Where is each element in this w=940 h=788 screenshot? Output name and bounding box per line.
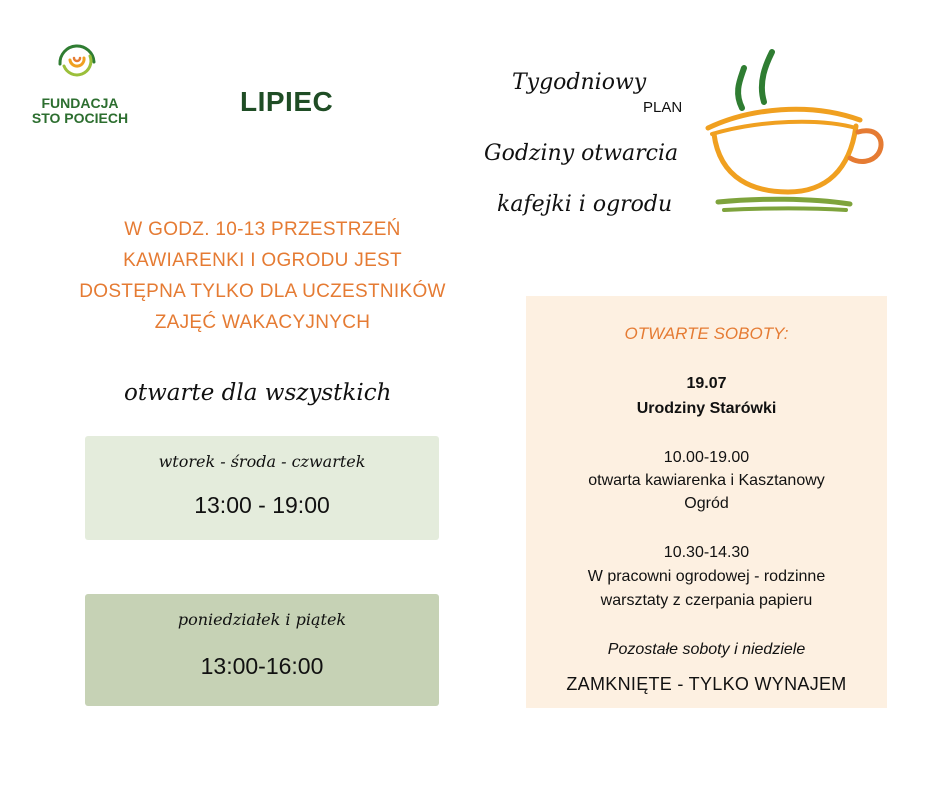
slot2-description: warsztaty z czerpania papieru	[600, 592, 813, 609]
slot2-description: W pracowni ogrodowej - rodzinne	[587, 568, 826, 585]
coffee-cup-icon	[700, 30, 900, 229]
event-name: Urodziny Starówki	[636, 400, 777, 417]
weekly-title: Tygodniowy	[512, 70, 647, 95]
logo-text-line2: STO POCIECH	[31, 110, 129, 126]
open-for-all-heading: otwarte dla wszystkich	[124, 380, 392, 406]
hours-title-line1: Godziny otwarcia	[484, 141, 679, 166]
slot1-description: Ogród	[684, 495, 729, 512]
hours-title-line2: kafejki i ogrodu	[497, 192, 673, 217]
other-weekends-label: Pozostałe soboty i niedziele	[607, 641, 806, 658]
notice-text	[55, 214, 470, 338]
saturdays-heading: OTWARTE SOBOTY:	[624, 324, 789, 343]
notice-line: DOSTĘPNA TYLKO DLA UCZESTNIKÓW	[79, 281, 446, 302]
schedule-days: wtorek - środa - czwartek	[158, 452, 366, 471]
event-date: 19.07	[686, 375, 727, 392]
notice-line: W GODZ. 10-13 PRZESTRZEŃ	[124, 219, 401, 240]
notice-line: KAWIARENKI I OGRODU JEST	[123, 250, 402, 271]
foundation-logo-icon	[50, 34, 106, 88]
schedule-days: poniedziałek i piątek	[177, 610, 347, 629]
slot2-time: 10.30-14.30	[663, 544, 750, 561]
notice-line: ZAJĘĆ WAKACYJNYCH	[154, 312, 371, 333]
schedule-hours: 13:00 - 19:00	[194, 492, 330, 518]
month-title: LIPIEC	[240, 86, 334, 117]
schedule-box-mon-fri	[85, 594, 439, 706]
logo-text-line1: FUNDACJA	[41, 95, 119, 111]
slot1-time: 10.00-19.00	[663, 449, 750, 466]
schedule-box-weekdays	[85, 436, 439, 540]
slot1-description: otwarta kawiarenka i Kasztanowy	[588, 472, 825, 489]
schedule-hours: 13:00-16:00	[200, 653, 324, 679]
closed-notice: ZAMKNIĘTE - TYLKO WYNAJEM	[566, 674, 847, 694]
plan-label: PLAN	[643, 99, 683, 116]
